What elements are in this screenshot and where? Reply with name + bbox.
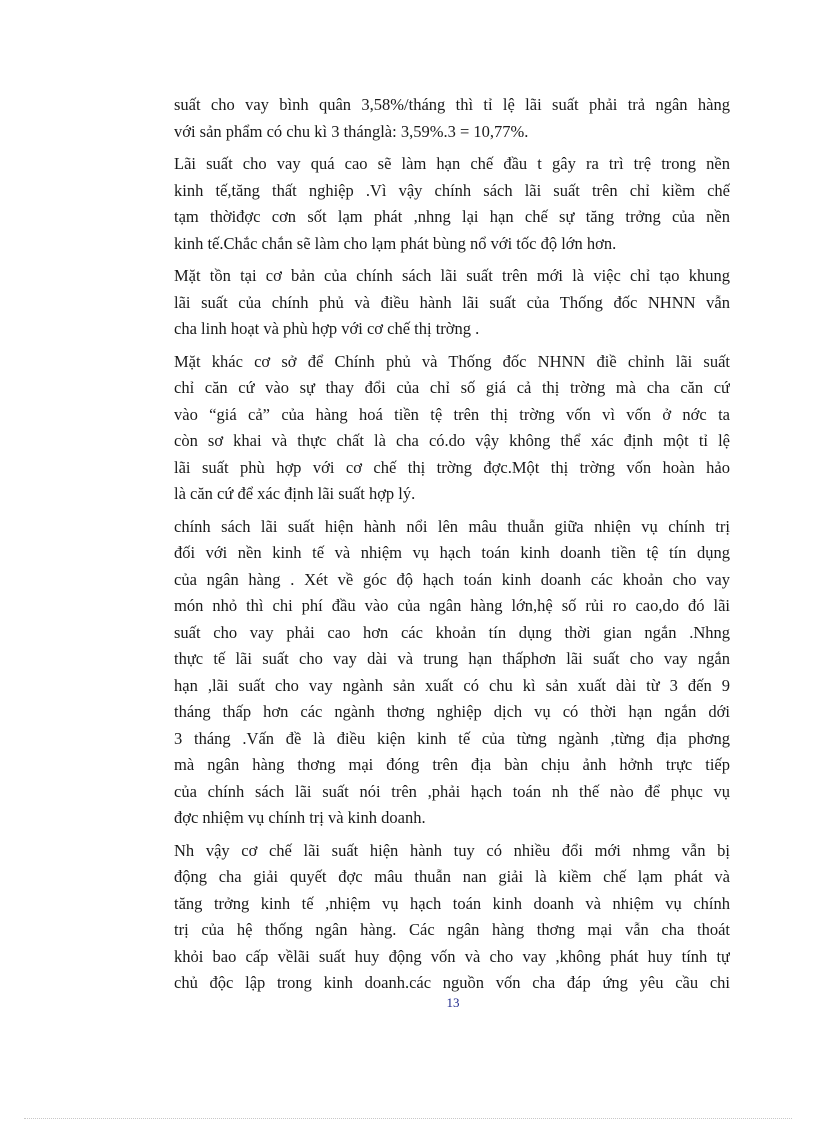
text-line: vào “giá cả” của hàng hoá tiền tệ trên thị trờng vốn vì vốn ở nớc ta xyxy=(174,404,730,424)
text-line: 3 tháng .Vấn đề là điều kiện kinh tế của từng ngành ,từng địa phơng xyxy=(174,728,730,748)
text-line: trị của hệ thống ngân hàng. Các ngân hàng thơng mại vẫn cha thoát xyxy=(174,920,730,939)
text-line: món nhỏ thì chi phí đầu vào của ngân hàng lớn,hệ số rủi ro cao,do đó lãi xyxy=(174,596,730,615)
text-line: lãi suất của chính phủ và điều hành lãi suất của Thống đốc NHNN vẫn xyxy=(174,292,730,312)
text-line: mà ngân hàng thơng mại đóng trên địa bàn chịu ảnh hởnh trực tiếp xyxy=(174,755,730,774)
text-line: Lãi suất cho vay quá cao sẽ làm hạn chế đầu t gây ra trì trệ trong nền xyxy=(174,154,730,173)
text-line: hạn ,lãi suất cho vay ngành sản xuất có chu kì sản xuất dài từ 3 đến 9 xyxy=(174,675,730,695)
paragraph-6 xyxy=(174,838,730,997)
text-line: là căn cứ để xác định lãi suất hợp lý. xyxy=(174,484,416,503)
text-line: động cha giải quyết đợc mâu thuẫn nan giải là kiềm chế lạm phát và xyxy=(174,867,730,886)
text-line: chỉ căn cứ vào sự thay đổi của chỉ số giá cả thị trờng mà cha căn cứ xyxy=(174,378,730,397)
body-text xyxy=(174,92,730,1003)
text-line: Mặt khác cơ sở để Chính phủ và Thống đốc NHNN điề chỉnh lãi suất xyxy=(174,351,730,371)
text-line: đợc nhiệm vụ chính trị và kinh doanh. xyxy=(174,808,426,827)
paragraph-5 xyxy=(174,514,730,832)
text-line: suất cho vay bình quân 3,58%/tháng thì tỉ lệ lãi suất phải trả ngân hàng xyxy=(174,95,730,114)
text-line: tạm thờiđợc cơn sốt lạm phát ,nhng lại hạn chế sự tăng trởng của nền xyxy=(174,207,730,226)
text-line: đối với nền kinh tế và nhiệm vụ hạch toán kinh doanh tiền tệ tín dụng xyxy=(174,543,730,562)
paragraph-3 xyxy=(174,263,730,343)
paragraph-4 xyxy=(174,349,730,508)
text-line: tháng thấp hơn các ngành thơng nghiệp dịch vụ có thời hạn ngắn dới xyxy=(174,702,730,721)
text-line: Nh vậy cơ chế lãi suất hiện hành tuy có nhiều đổi mới nhmg vẫn bị xyxy=(174,840,730,860)
text-line: khỏi bao cấp vềlãi suất huy động vốn và cho vay ,không phát huy tính tự xyxy=(174,946,730,966)
text-line: Mặt tồn tại cơ bản của chính sách lãi suất trên mới là việc chỉ tạo khung xyxy=(174,266,730,285)
text-line: còn sơ khai và thực chất là cha có.do vậy không thể xác định một tỉ lệ xyxy=(174,431,730,450)
text-line: thực tế lãi suất cho vay dài và trung hạn thấphơn lãi suất cho vay ngắn xyxy=(174,649,730,668)
paragraph-1 xyxy=(174,92,730,145)
text-line: suất cho vay phải cao hơn các khoản tín dụng thời gian ngắn .Nhng xyxy=(174,622,730,642)
paragraph-2 xyxy=(174,151,730,257)
text-line: kinh tế,tăng thất nghiệp .Vì vậy chính sách lãi suất trên chỉ kiềm chế xyxy=(174,180,730,200)
text-line: tăng trởng kinh tế ,nhiệm vụ hạch toán kinh doanh và nhiệm vụ chính xyxy=(174,893,730,913)
text-line: kinh tế.Chắc chắn sẽ làm cho lạm phát bùng nổ với tốc độ lớn hơn. xyxy=(174,233,617,253)
text-line: lãi suất phù hợp với cơ chế thị trờng đợc.Một thị trờng vốn hoàn hảo xyxy=(174,457,730,477)
text-line: chủ độc lập trong kinh doanh.các nguồn vốn cha đáp ứng yêu cầu chi xyxy=(174,973,730,992)
page-number: 13 xyxy=(446,995,460,1010)
text-line: chính sách lãi suất hiện hành nổi lên mâu thuẫn giữa nhiện vụ chính trị xyxy=(174,516,730,536)
text-line: của chính sách lãi suất nói trên ,phải hạch toán nh thế nào để phục vụ xyxy=(174,781,730,801)
page-bottom-divider xyxy=(24,1118,792,1119)
text-line: của ngân hàng . Xét về góc độ hạch toán kinh doanh các khoản cho vay xyxy=(174,569,730,589)
text-line: với sản phẩm có chu kì 3 thánglà: 3,59%.3 = 10,77%. xyxy=(174,121,529,141)
text-line: cha linh hoạt và phù hợp với cơ chế thị trờng . xyxy=(174,319,480,338)
